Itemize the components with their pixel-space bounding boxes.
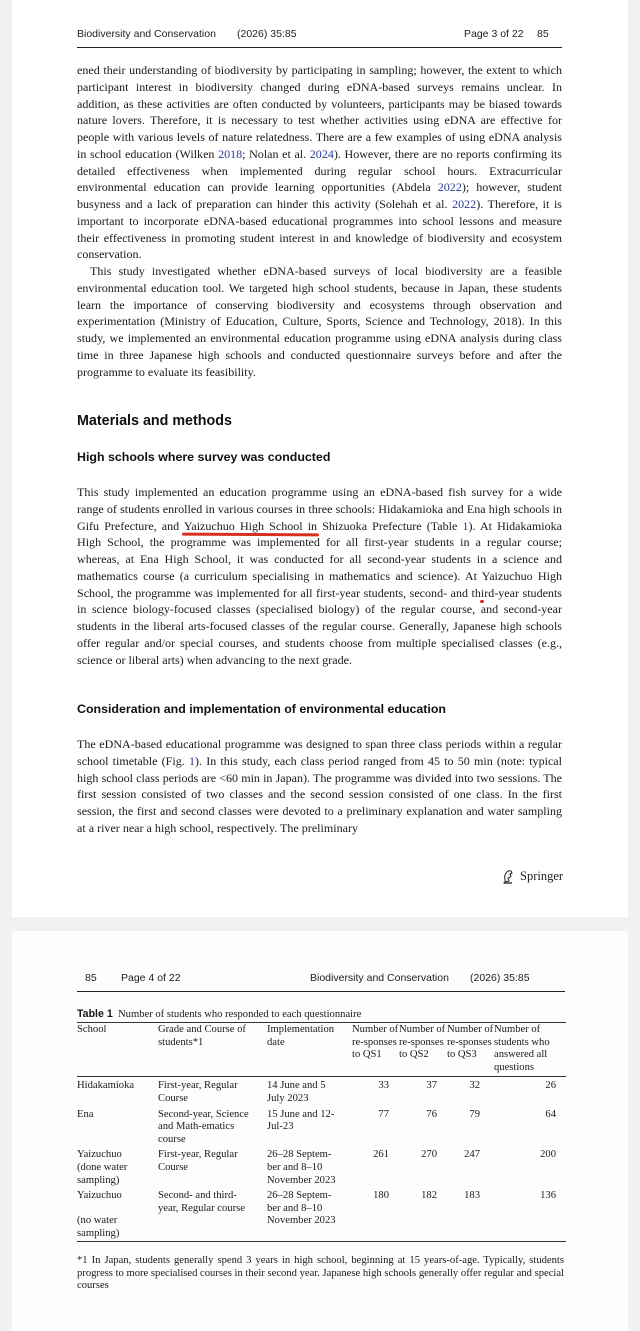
subsection-title-implementation: Consideration and implementation of environmental education: [77, 702, 447, 716]
column-header: Number of re-sponses to QS3: [447, 1024, 494, 1061]
text-run: ). However, there are no reports confirming its detailed effectiveness when implemented during regular school hours. Extracurricular environmental education can provide learning opportunities (Abdela: [77, 146, 562, 195]
running-header: [77, 972, 565, 992]
pdf-page-3: [12, 0, 628, 917]
article-number: 85: [537, 28, 549, 40]
subsection-title-high-schools: High schools where survey was conducted: [77, 450, 331, 464]
intro-paragraph-2: This study investigated whether eDNA-based surveys of local biodiversity are a feasible environmental education tool. We targeted high school students, because in Japan, these students learn the importance of conserving biodiversity and ecosystems through observation and experimentation (Ministry of Education, Culture, Sports, Science and Technology, 2018). In this study, we implemented an environmental education programme using eDNA analysis during class time in three Japanese high schools and conducted questionnaire surveys before and after the programme to evaluate its feasibility.: [77, 264, 562, 379]
springer-horse-icon: [502, 869, 515, 884]
cell-qs2: 37: [426, 1080, 437, 1092]
school-name: Hidakamioka: [77, 1080, 135, 1092]
school-name: Yaizuchuo: [77, 1149, 122, 1161]
cell-qs3: 247: [464, 1149, 480, 1161]
citation-link[interactable]: 2022: [437, 180, 462, 195]
text-run: This study implemented an education programme using an eDNA-based fish survey for a wide range of students enrolled in various courses in three schools: Hidakamioka and Ena high schools in Gifu Prefecture, and: [77, 485, 562, 533]
volume-info: (2026) 35:85: [237, 28, 297, 40]
text-run: ened their understanding of biodiversity by participating in sampling; however, the extent to which participant interest in biodiversity changed during eDNA-based surveys remains unclear. In addition, as these activities are often conducted by volunteers, participants may be biased towards nature lovers. Therefore, it is necessary to test whether activities using eDNA are effective for people with various levels of nature relatedness. There are a few examples of using eDNA analysis in school education (Wilken: [77, 63, 562, 161]
journal-name: Biodiversity and Conservation: [77, 28, 216, 40]
journal-name: Biodiversity and Conservation: [310, 972, 449, 984]
cell-date: 15 June and 12-Jul-23: [267, 1108, 335, 1133]
cell-qs1: 180: [373, 1190, 389, 1202]
figure-link[interactable]: 1: [188, 753, 195, 768]
citation-link[interactable]: 2022: [452, 197, 477, 211]
table-caption: [77, 1008, 565, 1020]
responses-table: [77, 1022, 566, 1242]
cell-date: 26–28 Septem-ber and 8–10 November 2023: [267, 1149, 336, 1186]
page-label: Page 3 of 22: [464, 28, 524, 40]
volume-info: (2026) 35:85: [470, 972, 530, 984]
cell-school: [77, 1187, 158, 1241]
citation-link[interactable]: 2024: [309, 146, 334, 161]
cell-school: [77, 1106, 158, 1147]
text-run: ; Nolan et al.: [242, 146, 310, 161]
column-header: Grade and Course of students*1: [158, 1024, 246, 1048]
school-note: (no water sampling): [77, 1215, 120, 1239]
column-header: Implementation date: [267, 1024, 335, 1048]
column-header: Number of re-sponses to QS1: [352, 1024, 399, 1061]
intro-paragraph-1: [77, 62, 562, 380]
cell-qs3: 183: [464, 1190, 480, 1202]
text-run: ). Therefore, it is important to incorporate eDNA-based educational programmes into school lessons and measure their effectiveness in promoting student interest in and knowledge of biodiversity and ecosystem conservation.: [77, 197, 562, 262]
running-header: [77, 28, 562, 48]
cell-qs1: 77: [378, 1108, 389, 1120]
column-header: Number of students who answered all questions: [494, 1024, 550, 1073]
cell-grade: Second- and third- year, Regular course: [158, 1190, 245, 1214]
implementation-paragraph: [77, 736, 562, 837]
text-run: Shizuoka Prefecture (Table: [317, 518, 463, 533]
cell-qs1: 33: [378, 1080, 389, 1092]
cell-grade: First-year, Regular Course: [158, 1149, 238, 1173]
text-run: ); however, student busyness and a lack of preparation can hinder this activity (Solehah et al.: [77, 180, 562, 211]
article-number: 85: [85, 972, 97, 984]
cell-all: 200: [540, 1149, 556, 1161]
table-label: Table 1: [77, 1008, 113, 1020]
table-footnote: *1 In Japan, students generally spend 3 years in high school, beginning at 15 years-of-age. Typically, students progress to more specialised courses in their second year. Japanese high schools generally offer regular and special courses: [77, 1255, 564, 1292]
cell-date: 26–28 Septem-ber and 8–10 November 2023: [267, 1190, 336, 1227]
cell-qs3: 32: [469, 1080, 480, 1092]
highlighted-text: Yaizuchuo High School,: [77, 568, 562, 600]
cell-qs2: 76: [426, 1108, 437, 1120]
text-run: The eDNA-based educational programme was designed to span three class periods within a regular school timetable (Fig.: [77, 737, 562, 768]
text-run: the programme was implemented for all first-year students, second- and third-year students in science biology-focused classes (specialised biology) of the regular course, and second-year students in the liberal arts-focused classes of the regular course. Generally, Japanese high schools offer regular and/or special courses, and students choose from multiple specialised classes (e.g., science or liberal arts) when advancing to the next grade.: [77, 585, 562, 667]
page-label: Page 4 of 22: [121, 972, 181, 984]
cell-school: [77, 1077, 158, 1106]
citation-link[interactable]: 2018: [218, 146, 243, 161]
publisher-logo: [502, 869, 563, 884]
cell-grade: Second-year, Science and Math-ematics course: [158, 1108, 249, 1145]
text-run: ). At Hidakamioka High School, the programme was implemented for all first-year students in a regular course; whereas, at Ena High School, it was conducted for all second-year students in a science and mathematics course (a curriculum specialising in mathematics and science). At: [77, 518, 563, 583]
table-row: [77, 1077, 566, 1106]
high-schools-paragraph: [77, 484, 562, 668]
pdf-page-4: [12, 931, 628, 1331]
table-row: [77, 1187, 566, 1241]
cell-grade: First-year, Regular Course: [158, 1080, 238, 1104]
section-title: Materials and methods: [77, 413, 232, 429]
cell-school: [77, 1146, 158, 1187]
cell-qs2: 182: [421, 1190, 437, 1202]
cell-all: 64: [545, 1108, 556, 1120]
cell-qs3: 79: [469, 1108, 480, 1120]
cell-qs1: 261: [373, 1149, 389, 1161]
column-header: Number of re-sponses to QS2: [399, 1024, 446, 1061]
school-name: Ena: [77, 1108, 94, 1120]
publisher-name: Springer: [520, 869, 564, 883]
cell-all: 136: [540, 1190, 556, 1202]
table-header-row: [77, 1023, 566, 1077]
table-caption-text: Number of students who responded to each questionnaire: [118, 1009, 362, 1020]
text-run: ). In this study, each class period ranged from 45 to 50 min (note: typical high school class periods are <60 min in Japan). The programme was divided into two sessions. The first session consisted of two classes and the second session consisted of one class. In the first session, the first and second classes were devoted to a preliminary explanation and water sampling at a river near a high school, respectively. The preliminary: [77, 753, 562, 835]
cell-date: 14 June and 5 July 2023: [267, 1080, 326, 1104]
cell-all: 26: [545, 1080, 556, 1092]
table-link[interactable]: 1: [462, 518, 469, 533]
highlighted-text: Yaizuchuo High School in: [183, 518, 318, 533]
cell-qs2: 270: [421, 1149, 437, 1161]
school-name: Yaizuchuo: [77, 1190, 122, 1202]
school-note: (done water sampling): [77, 1161, 128, 1186]
table-row: [77, 1106, 566, 1147]
column-header: School: [77, 1024, 107, 1035]
table-row: [77, 1146, 566, 1187]
